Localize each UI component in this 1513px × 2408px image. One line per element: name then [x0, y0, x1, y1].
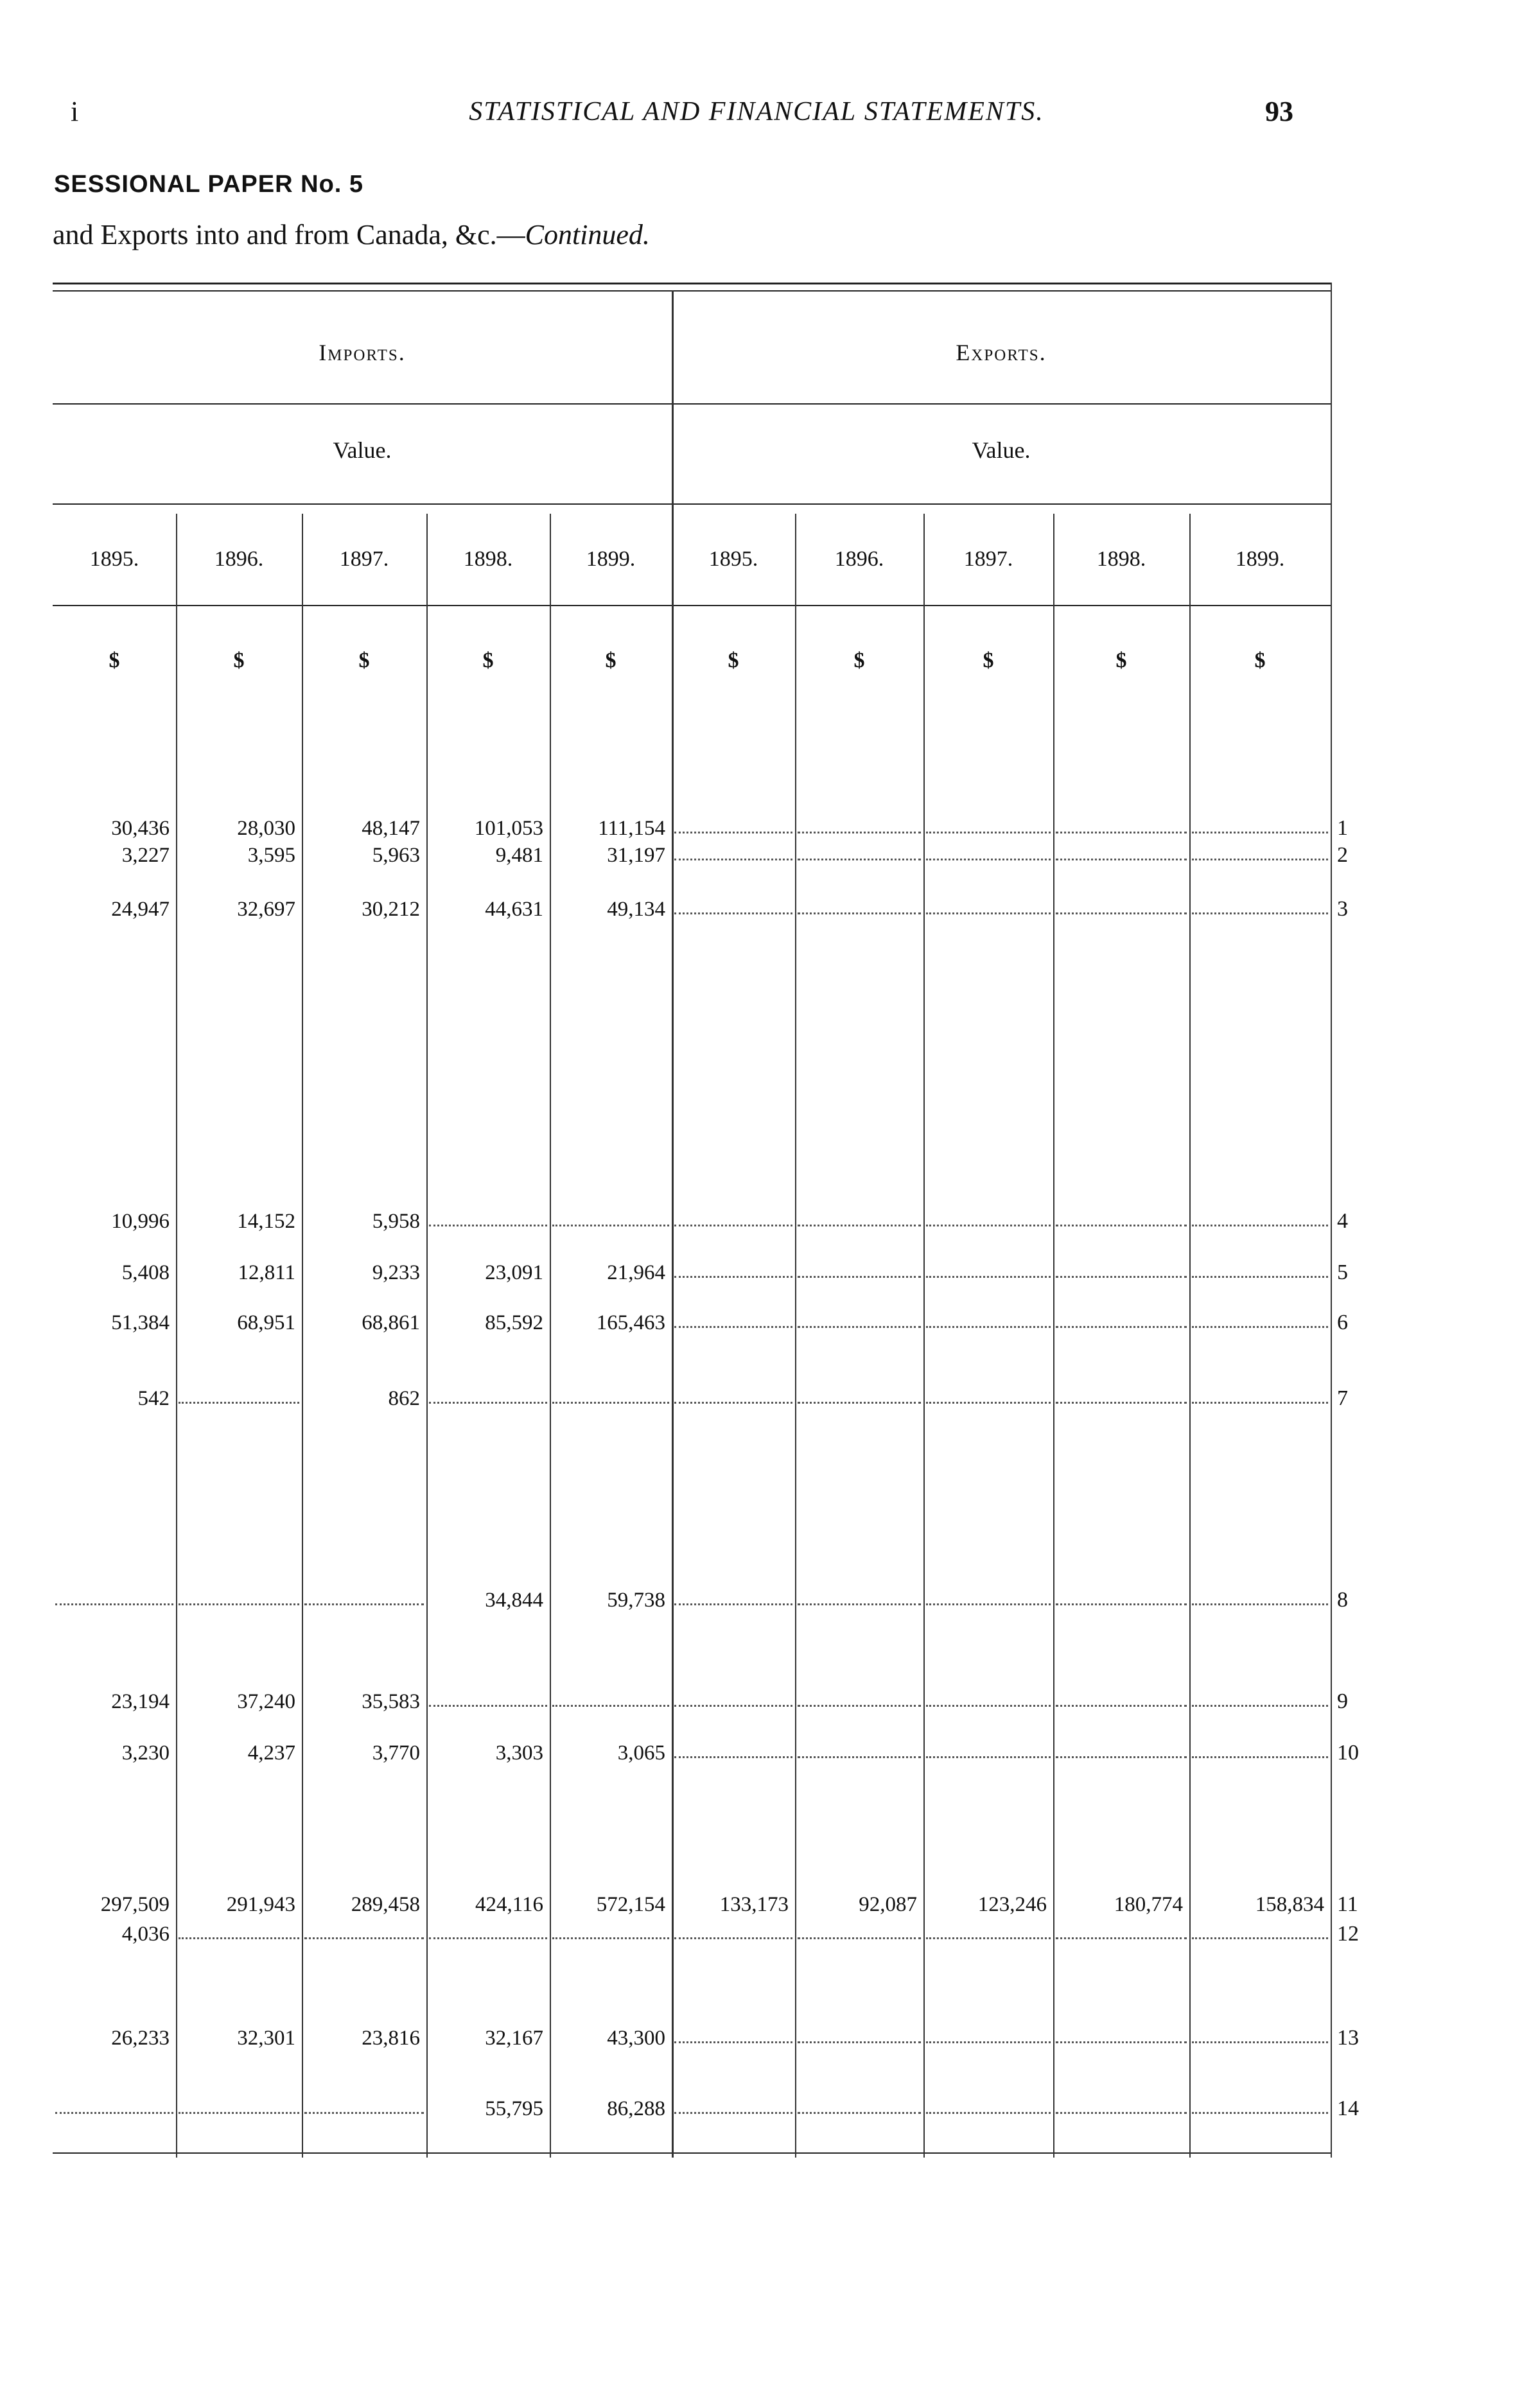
table-cell: 92,087 — [859, 1893, 917, 1916]
table-cell: 14,152 — [237, 1210, 295, 1233]
table-cell — [798, 1309, 921, 1328]
column-divider — [923, 514, 925, 2158]
exports-year-header: 1895. — [708, 547, 758, 571]
table-cell — [55, 1586, 173, 1605]
table-cell: 28,030 — [237, 817, 295, 840]
table-cell — [304, 2095, 424, 2114]
table-cell — [1056, 1309, 1187, 1328]
table-cell: 32,301 — [237, 2027, 295, 2050]
exports-heading: Exports. — [956, 340, 1047, 365]
table-cell: 26,233 — [111, 2027, 170, 2050]
table-cell — [798, 841, 921, 860]
table-cell — [1056, 1207, 1187, 1226]
row-number: 7 — [1337, 1386, 1348, 1410]
table-cell — [1056, 2095, 1187, 2114]
table-cell — [926, 841, 1051, 860]
table-cell — [798, 1920, 921, 1939]
table-cell: 23,194 — [111, 1690, 170, 1713]
table-cell — [674, 1739, 792, 1758]
imports-year-header: 1897. — [339, 547, 389, 571]
imports-currency-mark: $ — [605, 649, 617, 672]
table-cell: 4,237 — [247, 1741, 295, 1765]
column-divider — [1053, 514, 1054, 2158]
group-rule — [53, 403, 1331, 405]
table-cell — [798, 1259, 921, 1278]
table-cell — [1192, 2095, 1328, 2114]
row-number: 6 — [1337, 1311, 1348, 1334]
imports-year-header: 1899. — [586, 547, 636, 571]
table-cell — [674, 1586, 792, 1605]
table-cell: 23,816 — [362, 2027, 420, 2050]
row-number: 1 — [1337, 816, 1348, 840]
table-cell — [926, 1920, 1051, 1939]
exports-currency-mark: $ — [728, 649, 739, 672]
exports-year-header: 1896. — [834, 547, 884, 571]
table-cell — [179, 1384, 299, 1404]
table-cell — [1056, 814, 1187, 833]
imports-currency-mark: $ — [233, 649, 245, 672]
table-cell — [1056, 2024, 1187, 2043]
table-cell — [1192, 1920, 1328, 1939]
row-number: 11 — [1337, 1892, 1358, 1916]
table-cell — [674, 1384, 792, 1404]
row-number: 12 — [1337, 1922, 1359, 1946]
table-cell — [552, 1688, 669, 1707]
row-number: 5 — [1337, 1261, 1348, 1284]
row-number: 2 — [1337, 843, 1348, 867]
exports-year-header: 1897. — [963, 547, 1013, 571]
table-cell: 9,481 — [495, 844, 543, 867]
table-cell — [674, 1688, 792, 1707]
exports-currency-mark: $ — [983, 649, 994, 672]
sessional-paper-label: SESSIONAL PAPER No. 5 — [54, 171, 364, 198]
table-cell — [179, 2095, 299, 2114]
table-cell: 165,463 — [596, 1311, 665, 1334]
page-number: 93 — [1265, 96, 1293, 127]
table-cell — [674, 1309, 792, 1328]
table-cell: 123,246 — [977, 1893, 1047, 1916]
table-cell — [1192, 1259, 1328, 1278]
imports-currency-mark: $ — [109, 649, 120, 672]
exports-currency-mark: $ — [1115, 649, 1127, 672]
table-cell: 10,996 — [111, 1210, 170, 1233]
table-top-rule-2 — [53, 290, 1331, 292]
table-cell — [798, 2095, 921, 2114]
table-cell — [674, 1259, 792, 1278]
table-cell: 297,509 — [100, 1893, 170, 1916]
table-cell: 24,947 — [111, 898, 170, 921]
table-cell: 85,592 — [485, 1311, 543, 1334]
table-cell: 180,774 — [1114, 1893, 1183, 1916]
value-rule — [53, 503, 1331, 505]
table-cell: 542 — [137, 1387, 170, 1410]
table-cell — [55, 2095, 173, 2114]
table-cell — [674, 814, 792, 833]
table-cell: 3,227 — [121, 844, 170, 867]
column-divider — [795, 514, 796, 2158]
table-cell — [1056, 1384, 1187, 1404]
table-cell: 32,697 — [237, 898, 295, 921]
table-cell: 5,408 — [121, 1261, 170, 1284]
row-number: 10 — [1337, 1741, 1359, 1765]
table-cell: 68,951 — [237, 1311, 295, 1334]
table-cell: 23,091 — [485, 1261, 543, 1284]
table-cell: 30,436 — [111, 817, 170, 840]
table-cell — [674, 2095, 792, 2114]
table-cell: 48,147 — [362, 817, 420, 840]
table-cell: 101,053 — [474, 817, 543, 840]
table-cell — [926, 1207, 1051, 1226]
table-cell: 12,811 — [238, 1261, 295, 1284]
table-cell: 289,458 — [351, 1893, 420, 1916]
table-cell — [674, 2024, 792, 2043]
subtitle-continued: Continued. — [525, 219, 650, 250]
table-cell: 32,167 — [485, 2027, 543, 2050]
row-number: 14 — [1337, 2097, 1359, 2120]
column-divider — [426, 514, 428, 2158]
imports-year-header: 1896. — [214, 547, 264, 571]
column-divider — [550, 514, 551, 2158]
row-number: 13 — [1337, 2026, 1359, 2050]
table-cell — [1192, 1739, 1328, 1758]
table-cell — [926, 1586, 1051, 1605]
table-cell — [429, 1920, 547, 1939]
table-cell: 59,738 — [607, 1589, 665, 1612]
page-margin-mark: i — [71, 96, 79, 127]
table-cell: 3,065 — [617, 1741, 665, 1765]
table-cell: 133,173 — [719, 1893, 789, 1916]
table-cell: 3,770 — [372, 1741, 420, 1765]
table-cell — [798, 1384, 921, 1404]
table-cell — [429, 1207, 547, 1226]
table-cell: 43,300 — [607, 2027, 665, 2050]
table-cell: 862 — [388, 1387, 420, 1410]
table-cell — [429, 1688, 547, 1707]
table-cell — [674, 895, 792, 914]
table-cell: 424,116 — [475, 1893, 543, 1916]
table-cell: 68,861 — [362, 1311, 420, 1334]
row-number: 3 — [1337, 897, 1348, 921]
imports-year-header: 1898. — [463, 547, 513, 571]
table-cell — [1192, 2024, 1328, 2043]
table-cell — [429, 1384, 547, 1404]
table-cell: 35,583 — [362, 1690, 420, 1713]
table-subtitle — [53, 218, 650, 251]
table-cell — [926, 2024, 1051, 2043]
table-cell — [552, 1384, 669, 1404]
table-cell — [179, 1920, 299, 1939]
table-cell — [926, 1688, 1051, 1707]
table-cell — [1192, 814, 1328, 833]
row-number: 9 — [1337, 1689, 1348, 1713]
imports-value-label: Value. — [333, 437, 392, 463]
table-cell: 3,303 — [495, 1741, 543, 1765]
table-cell — [179, 1586, 299, 1605]
table-top-rule — [53, 283, 1331, 284]
table-cell: 51,384 — [111, 1311, 170, 1334]
column-divider — [176, 514, 177, 2158]
table-cell: 572,154 — [596, 1893, 665, 1916]
table-cell — [926, 814, 1051, 833]
table-cell: 55,795 — [485, 2097, 543, 2120]
table-cell: 21,964 — [607, 1261, 665, 1284]
table-cell — [1192, 841, 1328, 860]
running-title: STATISTICAL AND FINANCIAL STATEMENTS. — [469, 97, 1044, 127]
table-cell: 49,134 — [607, 898, 665, 921]
row-number: 8 — [1337, 1588, 1348, 1612]
table-cell — [1056, 1259, 1187, 1278]
table-cell: 3,230 — [121, 1741, 170, 1765]
table-cell — [1056, 895, 1187, 914]
table-cell — [1056, 1920, 1187, 1939]
table-cell — [304, 1586, 424, 1605]
table-cell: 34,844 — [485, 1589, 543, 1612]
table-cell — [926, 2095, 1051, 2114]
table-cell — [926, 895, 1051, 914]
table-cell — [1056, 1739, 1187, 1758]
table-cell — [798, 2024, 921, 2043]
table-cell — [926, 1309, 1051, 1328]
table-cell: 9,233 — [372, 1261, 420, 1284]
table-cell — [1056, 841, 1187, 860]
table-bottom-rule — [53, 2152, 1331, 2154]
exports-value-label: Value. — [972, 437, 1031, 463]
table-cell — [304, 1920, 424, 1939]
table-cell — [1192, 1384, 1328, 1404]
table-cell — [1192, 895, 1328, 914]
table-cell — [798, 814, 921, 833]
table-cell: 5,958 — [372, 1210, 420, 1233]
table-cell — [926, 1384, 1051, 1404]
table-cell: 86,288 — [607, 2097, 665, 2120]
table-cell: 31,197 — [607, 844, 665, 867]
imports-currency-mark: $ — [358, 649, 370, 672]
exports-currency-mark: $ — [1254, 649, 1266, 672]
table-cell — [798, 1739, 921, 1758]
table-cell: 30,212 — [362, 898, 420, 921]
table-cell: 158,834 — [1255, 1893, 1324, 1916]
table-cell — [1056, 1688, 1187, 1707]
table-cell: 291,943 — [226, 1893, 295, 1916]
exports-year-header: 1899. — [1235, 547, 1285, 571]
table-cell — [674, 1207, 792, 1226]
year-rule — [53, 605, 1331, 606]
table-cell — [674, 1920, 792, 1939]
exports-year-header: 1898. — [1096, 547, 1146, 571]
table-right-border — [1331, 283, 1332, 2158]
table-cell — [552, 1207, 669, 1226]
table-cell — [798, 895, 921, 914]
table-cell: 5,963 — [372, 844, 420, 867]
table-cell — [1192, 1309, 1328, 1328]
table-cell: 37,240 — [237, 1690, 295, 1713]
table-cell — [1192, 1688, 1328, 1707]
table-cell — [926, 1739, 1051, 1758]
table-cell — [798, 1586, 921, 1605]
table-cell — [798, 1207, 921, 1226]
subtitle-main: and Exports into and from Canada, &c.— — [53, 219, 525, 250]
imports-year-header: 1895. — [89, 547, 139, 571]
table-cell — [926, 1259, 1051, 1278]
row-number: 4 — [1337, 1209, 1348, 1233]
table-cell — [552, 1920, 669, 1939]
column-divider — [302, 514, 303, 2158]
imports-heading: Imports. — [319, 340, 406, 365]
table-cell — [798, 1688, 921, 1707]
column-divider — [1189, 514, 1191, 2158]
table-cell: 44,631 — [485, 898, 543, 921]
table-cell: 3,595 — [247, 844, 295, 867]
imports-currency-mark: $ — [482, 649, 494, 672]
table-cell: 111,154 — [598, 817, 665, 840]
table-cell: 4,036 — [121, 1923, 170, 1946]
table-cell — [1192, 1586, 1328, 1605]
table-cell — [1192, 1207, 1328, 1226]
table-cell — [1056, 1586, 1187, 1605]
exports-currency-mark: $ — [853, 649, 865, 672]
table-cell — [674, 841, 792, 860]
